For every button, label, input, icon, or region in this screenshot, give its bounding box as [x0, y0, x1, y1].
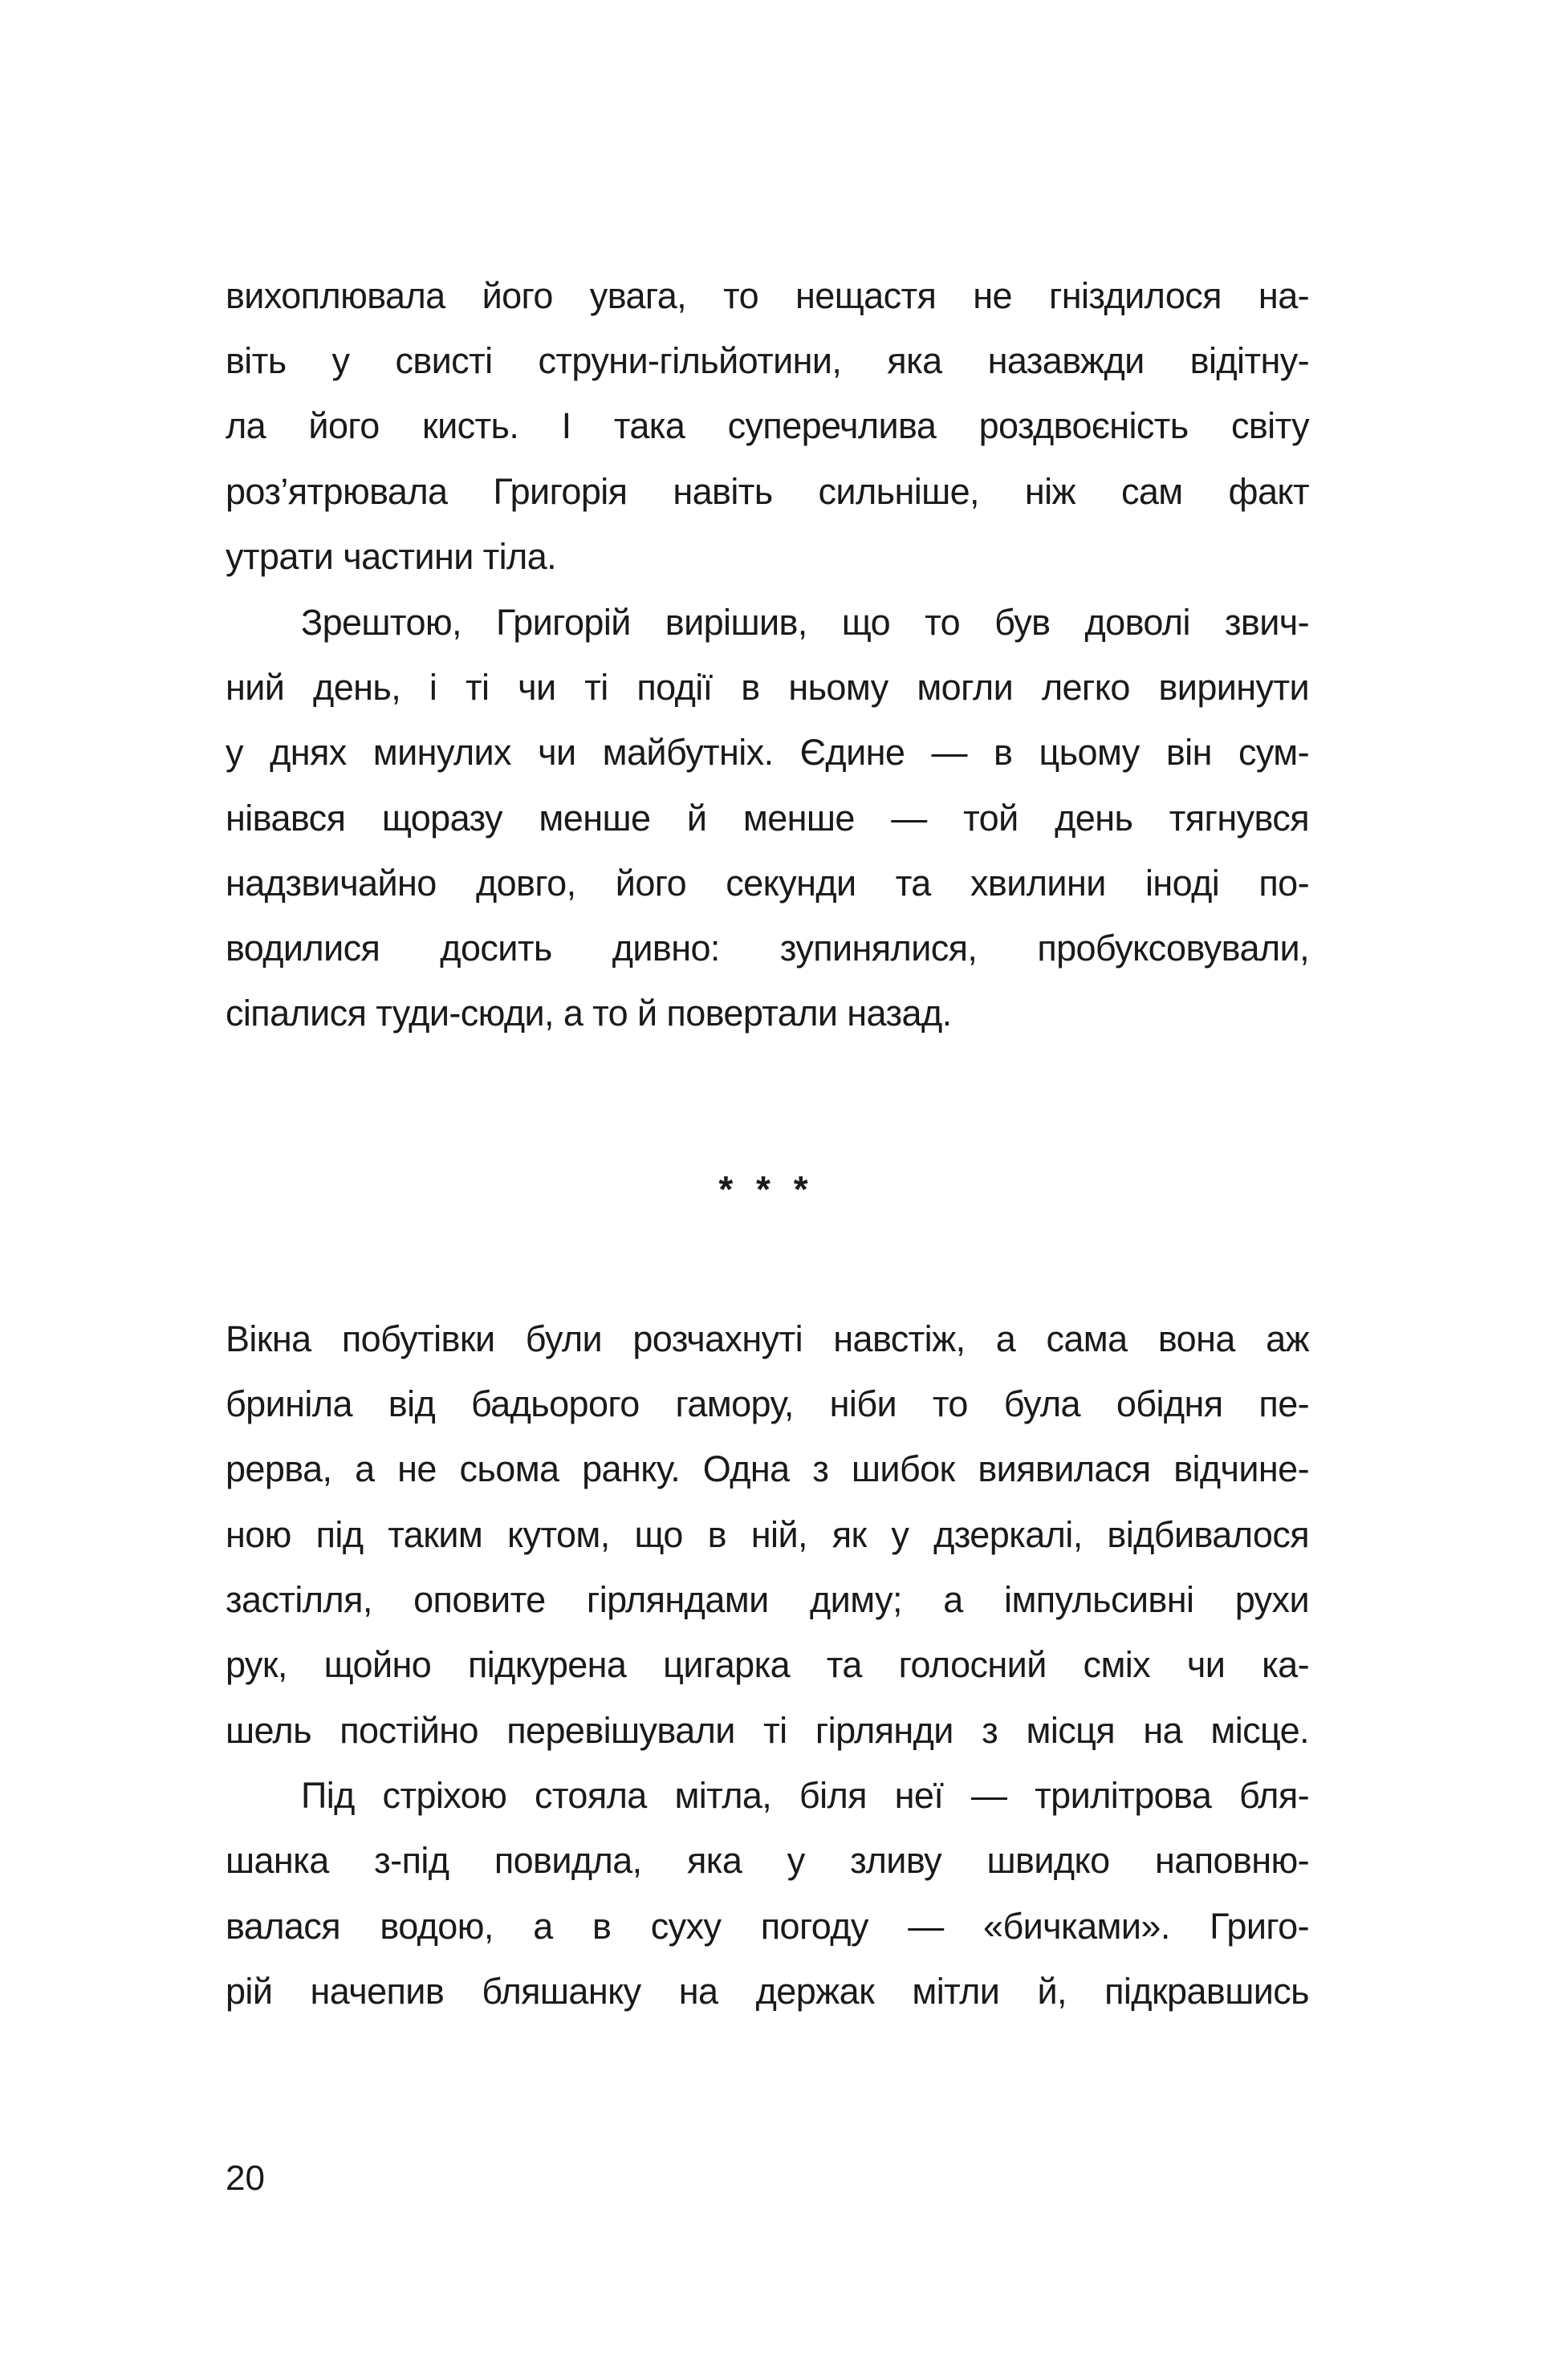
text-line: застілля, оповите гірляндами диму; а імпульсивні рухи	[226, 1579, 1309, 1620]
text-line: віть у свисті струни-гільйотини, яка назавжди відітну-	[226, 340, 1309, 381]
text-line: Вікна побутівки були розчахнуті навстіж, а сама вона аж	[226, 1318, 1309, 1359]
text-line: утрати частини тіла.	[226, 536, 557, 577]
text-line: бриніла від бадьорого гамору, ніби то була обідня пе-	[226, 1383, 1309, 1424]
text-line: нівався щоразу менше й менше — той день тягнувся	[226, 798, 1309, 839]
text-line: рій начепив бляшанку на держак мітли й, підкравшись	[226, 1971, 1309, 2012]
text-line: валася водою, а в суху погоду — «бичками». Григо-	[226, 1906, 1309, 1947]
text-line: Під стріхою стояла мітла, біля неї — трилітрова бля-	[301, 1775, 1309, 1816]
text-line: водилися досить дивно: зупинялися, пробуксовували,	[226, 928, 1309, 969]
text-line: надзвичайно довго, його секунди та хвилини іноді по-	[226, 863, 1309, 904]
text-line: ла його кисть. І така суперечлива роздвоєність світу	[226, 405, 1309, 446]
text-line: у днях минулих чи майбутніх. Єдине — в цьому він сум-	[226, 732, 1309, 773]
text-line: рерва, а не сьома ранку. Одна з шибок виявилася відчине-	[226, 1448, 1309, 1489]
text-line: шанка з-під повидла, яка у зливу швидко наповню-	[226, 1840, 1309, 1881]
text-line: шель постійно перевішували ті гірлянди з місця на місце.	[226, 1710, 1309, 1751]
text-line: роз’ятрювала Григорія навіть сильніше, ніж сам факт	[226, 471, 1309, 512]
text-line: ною під таким кутом, що в ній, як у дзеркалі, відбивалося	[226, 1514, 1309, 1555]
text-line: рук, щойно підкурена цигарка та голосний сміх чи ка-	[226, 1644, 1309, 1685]
section-separator: * * *	[718, 1168, 815, 1210]
page-number: 20	[226, 2159, 265, 2198]
text-line: вихоплювала його увага, то нещастя не гніздилося на-	[226, 275, 1309, 316]
text-line: Зрештою, Григорій вирішив, що то був доволі звич-	[301, 602, 1309, 643]
text-line: сіпалися туди-сюди, а то й повертали назад.	[226, 993, 952, 1034]
text-line: ний день, і ті чи ті події в ньому могли легко виринути	[226, 667, 1309, 708]
